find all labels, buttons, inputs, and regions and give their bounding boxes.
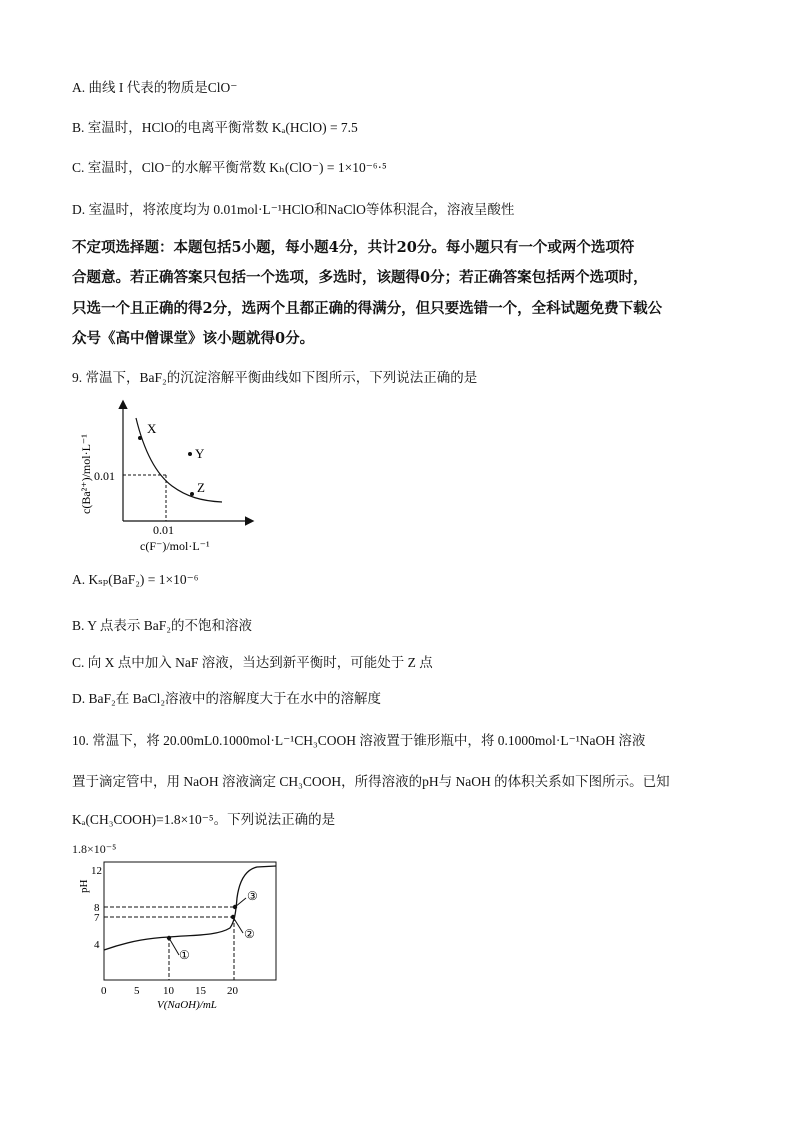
x-axis-label: V(NaOH)/mL: [157, 999, 217, 1011]
q8-option-d: D. 室温时，将浓度均为 0.01mol·L⁻¹HClO和NaClO等体积混合，溶液呈酸性: [72, 202, 515, 217]
q8-option-a: A. 曲线 I 代表的物质是ClO⁻: [72, 80, 238, 95]
y-tick-0.01: 0.01: [94, 469, 115, 483]
x-axis-label: c(F⁻)/mol·L⁻¹: [140, 539, 210, 553]
section-instruction-line-3: 只选一个且正确的得2分，选两个且都正确的得满分，但只要选错一个，全科试题免费下载公: [72, 300, 663, 317]
section-instruction-line-1: 不定项选择题：本题包括5小题，每小题4分，共计20分。每小题只有一个或两个选项符: [72, 239, 635, 256]
y-tick-7: 7: [94, 912, 100, 924]
q8-option-b: B. 室温时，HClO的电离平衡常数 Kₐ(HClO) = 7.5: [72, 120, 358, 135]
q9-option-d: D. BaF₂在 BaCl₂溶液中的溶解度大于在水中的溶解度: [72, 691, 382, 706]
q9-stem: 9. 常温下，BaF₂的沉淀溶解平衡曲线如下图所示，下列说法正确的是: [72, 370, 478, 385]
x-tick-0: 0: [101, 985, 107, 997]
y-tick-4: 4: [94, 939, 100, 951]
point-z-label: Z: [197, 480, 205, 495]
section-instruction-line-2: 合题意。若正确答案只包括一个选项，多选时，该题得0分；若正确答案包括两个选项时，: [72, 269, 648, 286]
q9-option-c: C. 向 X 点中加入 NaF 溶液，当达到新平衡时，可能处于 Z 点: [72, 655, 433, 670]
marker-2-label: ②: [244, 927, 255, 941]
point-x: [138, 436, 142, 440]
q9-option-a: A. Kₛₚ(BaF₂) = 1×10⁻⁶: [72, 572, 199, 587]
q8-option-c: C. 室温时，ClO⁻的水解平衡常数 Kₕ(ClO⁻) = 1×10⁻⁶·⁵: [72, 160, 387, 175]
marker-3-label: ③: [247, 889, 258, 903]
plot-frame: [104, 862, 276, 980]
point-y: [188, 452, 192, 456]
point-z: [190, 492, 194, 496]
q10-stem-line-2: 置于滴定管中，用 NaOH 溶液滴定 CH₃COOH，所得溶液的pH与 NaOH 的体积关系如下图所示。已知: [72, 774, 670, 789]
point-x-label: X: [147, 421, 157, 436]
q10-stem-line-3: Kₐ(CH₃COOH)=1.8×10⁻⁵。下列说法正确的是: [72, 812, 336, 827]
q10-fragment-text: 1.8×10⁻⁵: [72, 842, 117, 856]
titration-chart: [72, 858, 292, 1018]
x-tick-10: 10: [163, 985, 174, 997]
x-tick-15: 15: [195, 985, 206, 997]
point-y-label: Y: [195, 446, 205, 461]
q10-stem-line-1: 10. 常温下，将 20.00mL0.1000mol·L⁻¹CH₃COOH 溶液置于锥形瓶中，将 0.1000mol·L⁻¹NaOH 溶液: [72, 733, 646, 748]
y-tick-12: 12: [91, 865, 102, 877]
section-instruction-line-4: 众号《高中僧课堂》该小题就得0分。: [72, 330, 315, 347]
y-tick-8: 8: [94, 902, 100, 914]
y-axis-label: pH: [78, 879, 90, 893]
x-tick-20: 20: [227, 985, 238, 997]
baf2-solubility-chart: [72, 396, 272, 556]
y-axis-label: c(Ba²⁺)/mol·L⁻¹: [79, 434, 93, 514]
x-tick-5: 5: [134, 985, 140, 997]
q9-option-b: B. Y 点表示 BaF₂的不饱和溶液: [72, 618, 252, 633]
marker-1-label: ①: [179, 948, 190, 962]
x-tick-0.01: 0.01: [153, 523, 174, 537]
